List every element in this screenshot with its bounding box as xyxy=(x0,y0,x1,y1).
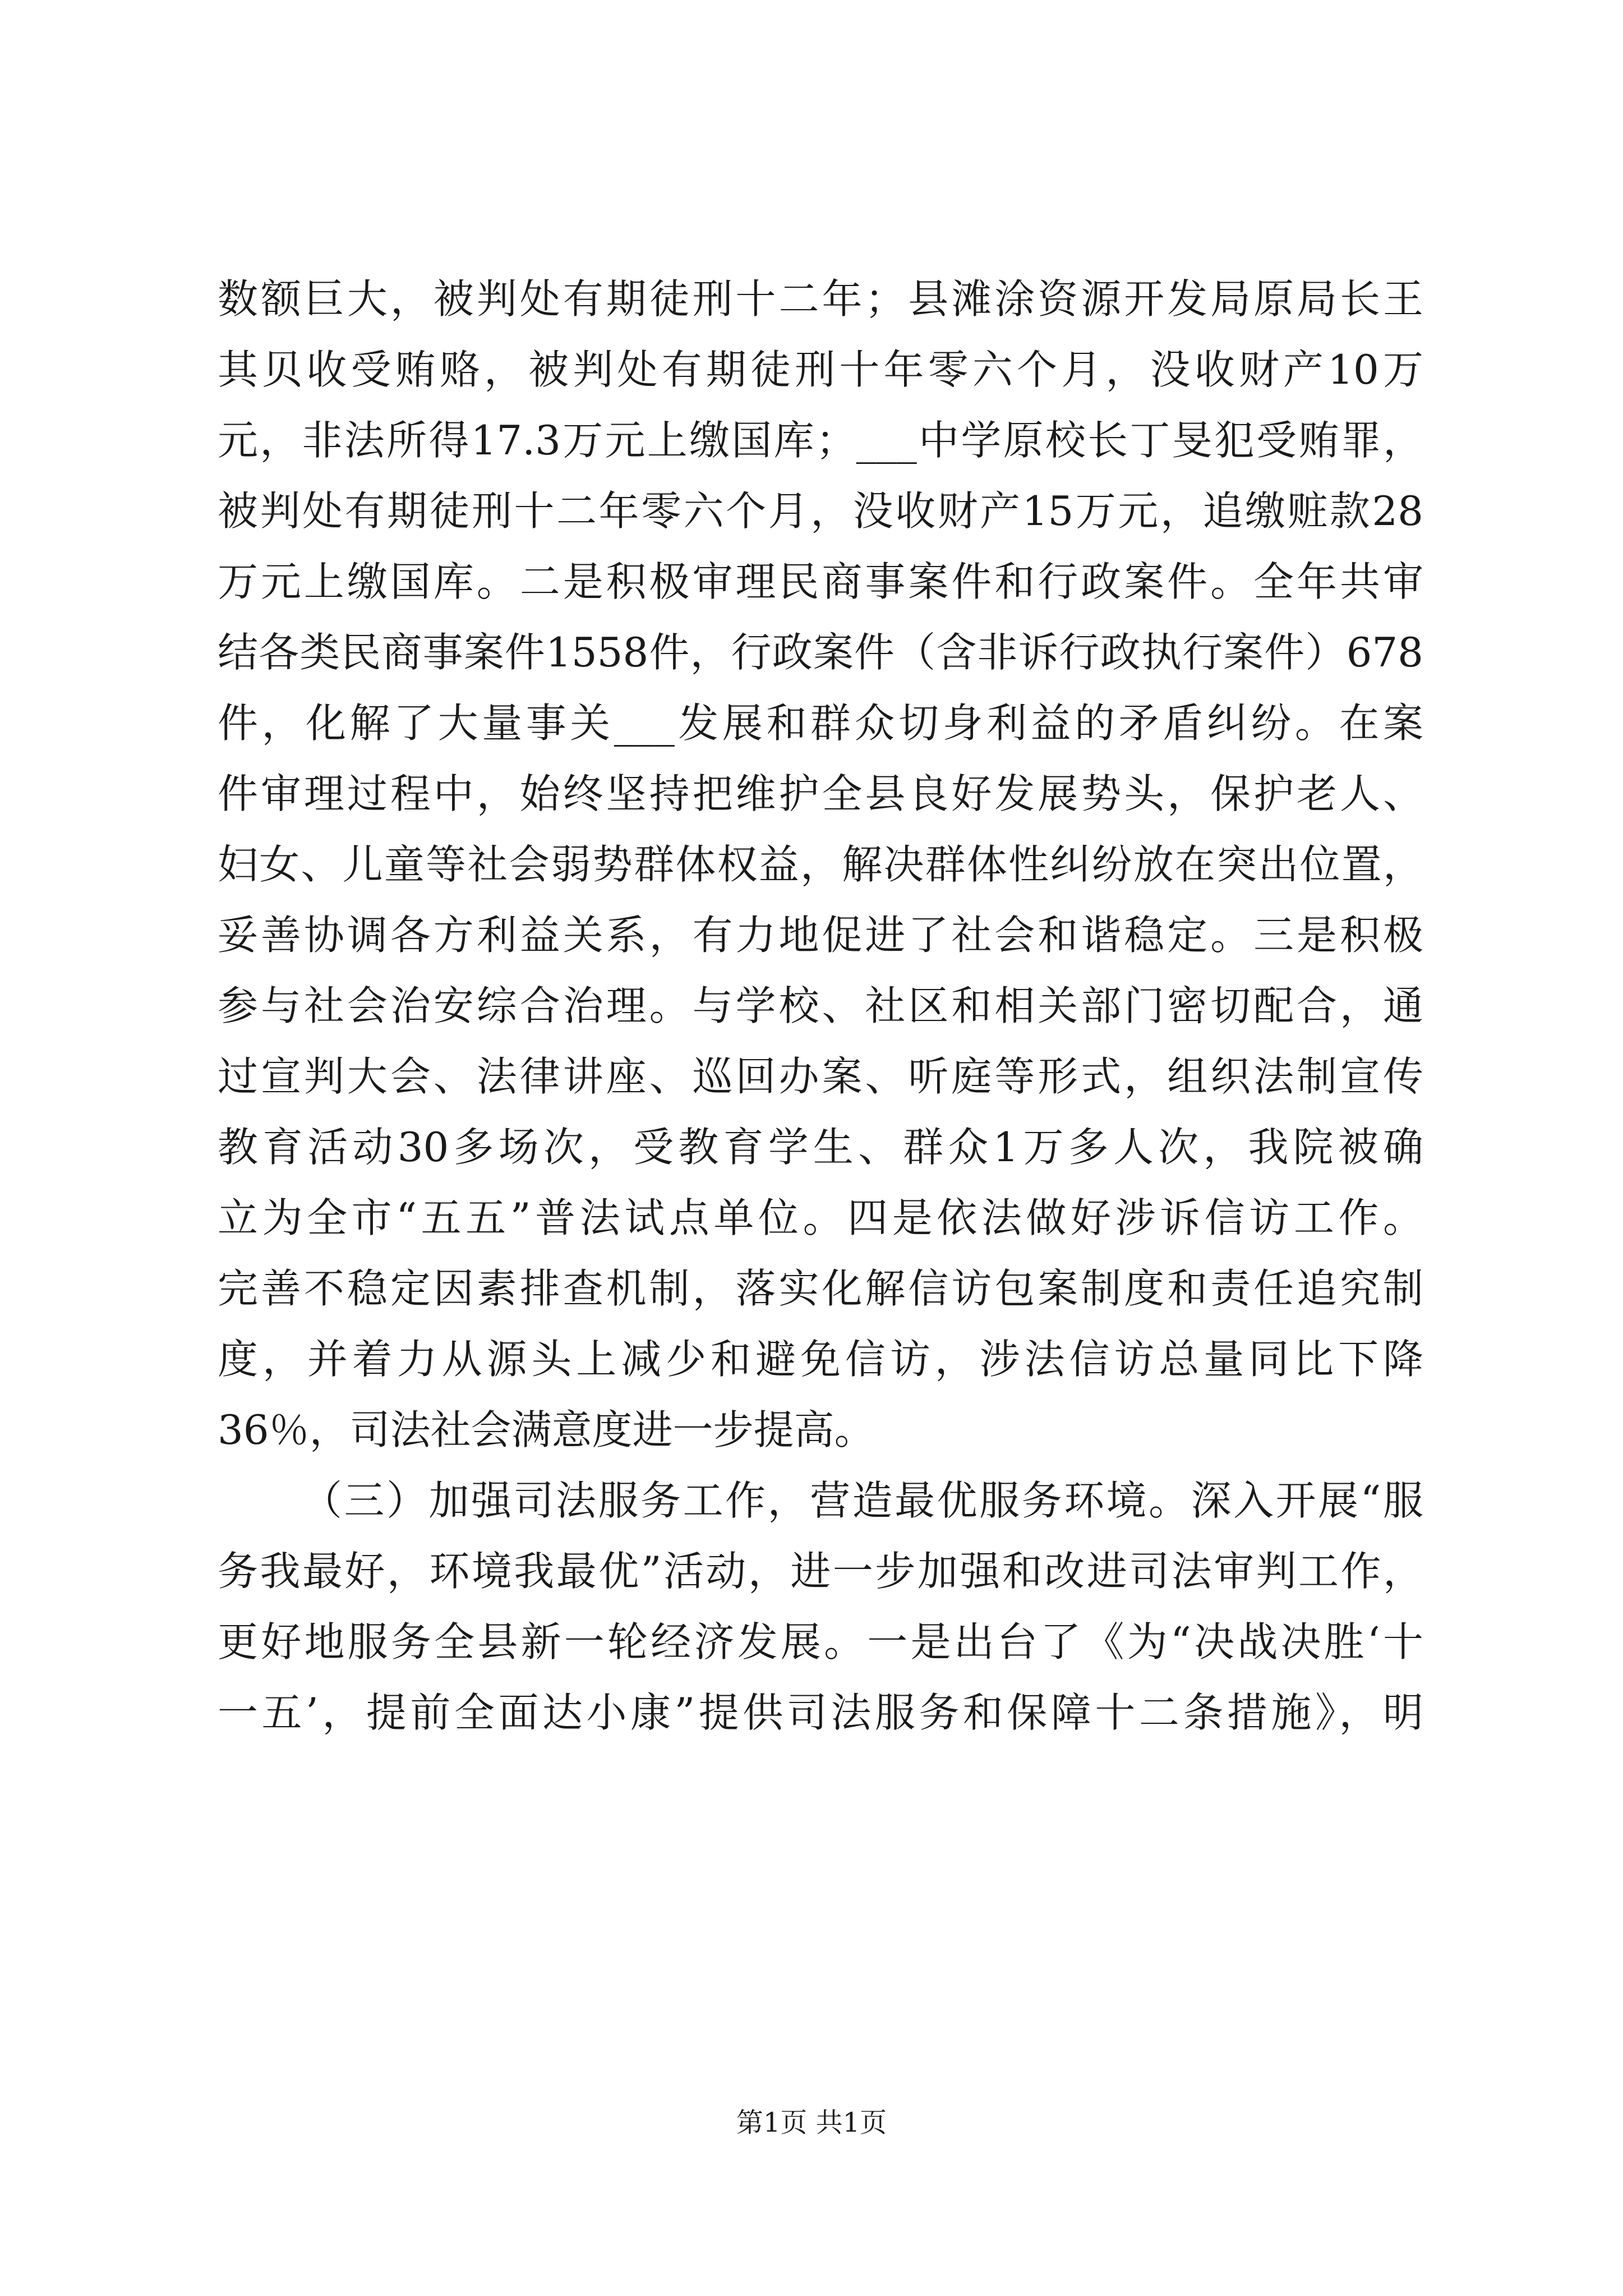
text-line: 结各类民商事案件1558件，行政案件（含非诉行政执行案件）678 xyxy=(218,629,1423,676)
text-line: 度，并着力从源头上减少和避免信访，涉法信访总量同比下降 xyxy=(218,1336,1423,1383)
text-line: 万元上缴国库。二是积极审理民商事案件和行政案件。全年共审 xyxy=(218,558,1423,605)
text-line: 被判处有期徒刑十二年零六个月，没收财产15万元，追缴赃款28 xyxy=(218,487,1423,535)
text-line: 一五’，提前全面达小康”提供司法服务和保障十二条措施》，明 xyxy=(218,1689,1423,1736)
body-text xyxy=(218,264,1423,1748)
paragraph-start-line: （三）加强司法服务工作，营造最优服务环境。深入开展“服 xyxy=(302,1477,1423,1524)
text-line: 立为全市“五五”普法试点单位。四是依法做好涉诉信访工作。 xyxy=(218,1194,1423,1241)
text-line: 数额巨大，被判处有期徒刑十二年；县滩涂资源开发局原局长王 xyxy=(218,275,1423,323)
text-line: 务我最好，环境我最优”活动，进一步加强和改进司法审判工作， xyxy=(218,1548,1423,1595)
text-line: 件，化解了大量事关___发展和群众切身利益的矛盾纠纷。在案 xyxy=(218,700,1423,747)
text-line: 参与社会治安综合治理。与学校、社区和相关部门密切配合，通 xyxy=(218,982,1423,1029)
text-line: 件审理过程中，始终坚持把维护全县良好发展势头，保护老人、 xyxy=(218,770,1423,817)
text-line: 其贝收受贿赂，被判处有期徒刑十年零六个月，没收财产10万 xyxy=(218,346,1423,393)
text-line: 更好地服务全县新一轮经济发展。一是出台了《为“决战决胜‘十 xyxy=(218,1618,1423,1665)
text-line: 完善不稳定因素排查机制，落实化解信访包案制度和责任追究制 xyxy=(218,1265,1423,1312)
text-line: 教育活动30多场次，受教育学生、群众1万多人次，我院被确 xyxy=(218,1124,1423,1171)
text-line: 妇女、儿童等社会弱势群体权益，解决群体性纠纷放在突出位置， xyxy=(218,841,1423,888)
page-footer xyxy=(0,2101,1623,2139)
page-number-label: 第1页 共1页 xyxy=(736,2107,887,2138)
text-line: 过宣判大会、法律讲座、巡回办案、听庭等形式，组织法制宣传 xyxy=(218,1053,1423,1100)
text-line: 妥善协调各方利益关系，有力地促进了社会和谐稳定。三是积极 xyxy=(218,912,1423,959)
text-line: 元，非法所得17.3万元上缴国库；___中学原校长丁旻犯受贿罪， xyxy=(218,417,1423,464)
paragraph-end-line: 36％，司法社会满意度进一步提高。 xyxy=(218,1406,875,1453)
